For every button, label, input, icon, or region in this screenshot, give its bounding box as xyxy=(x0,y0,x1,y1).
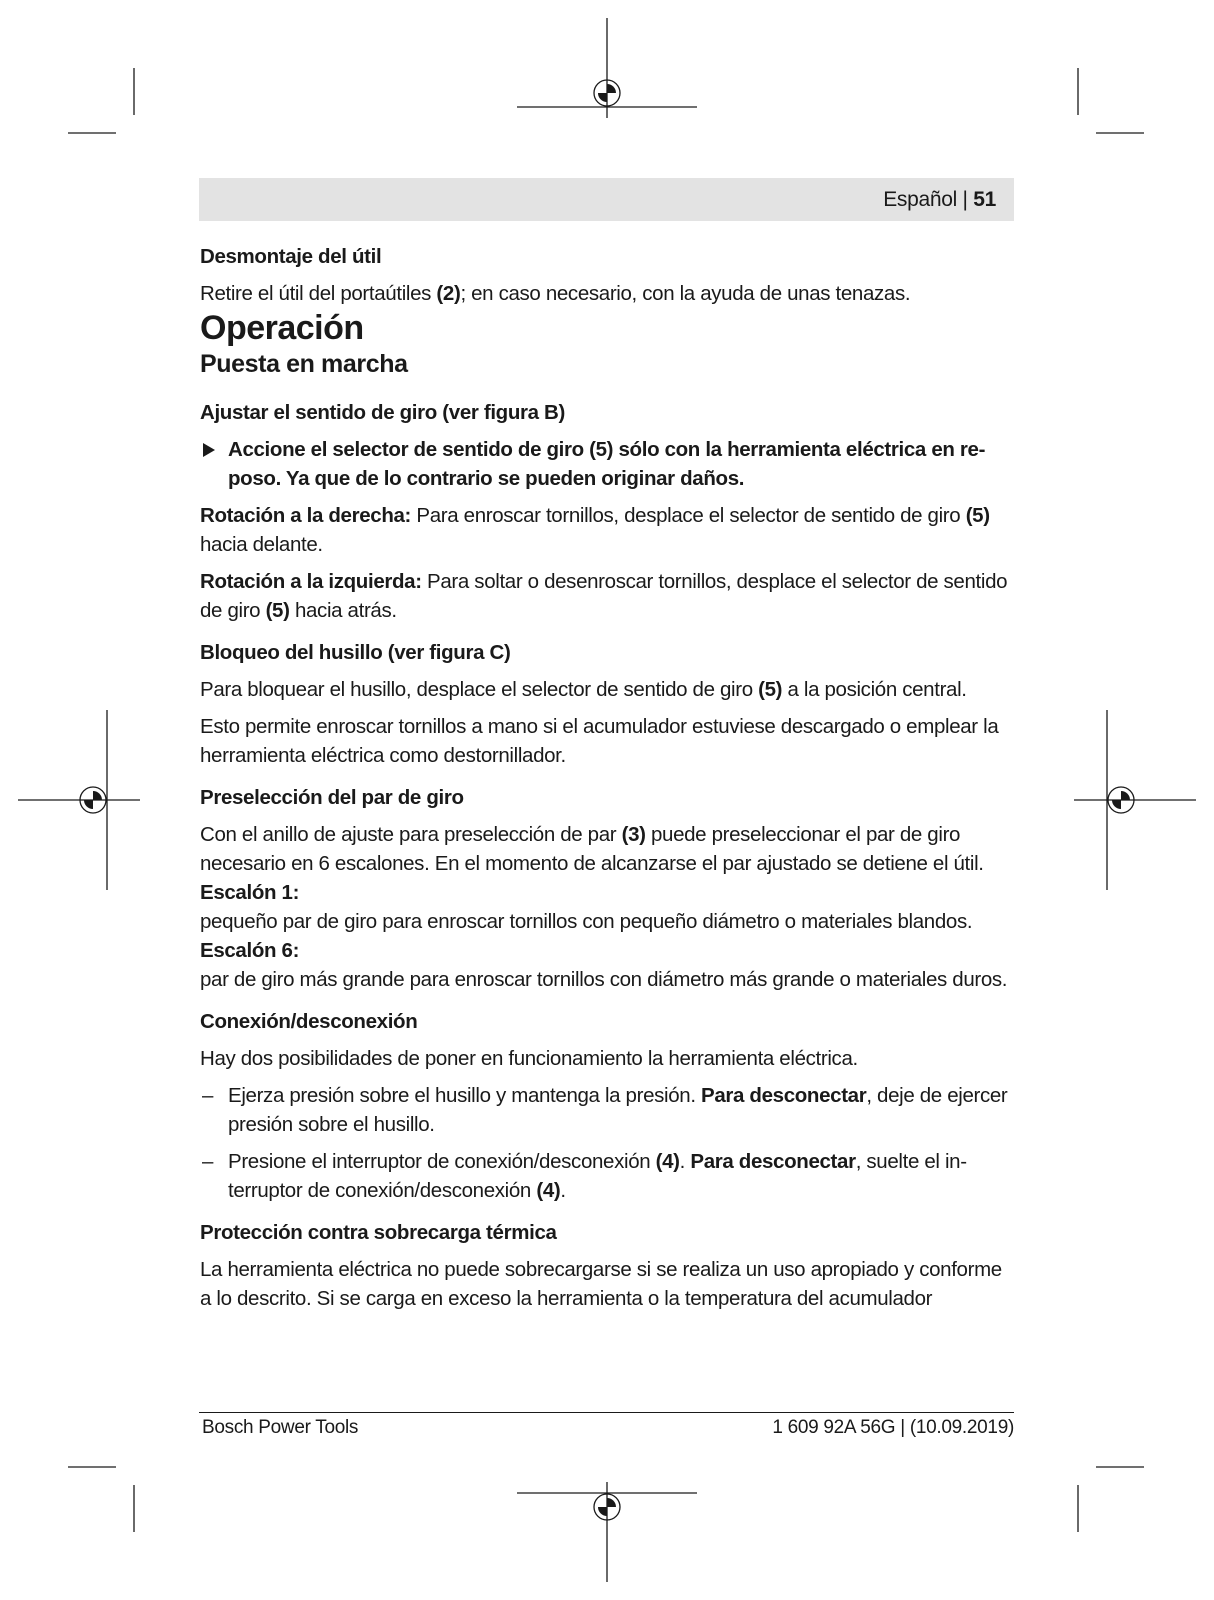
heading-dismount: Desmontaje del útil xyxy=(200,245,382,268)
dash-marker: – xyxy=(202,1150,214,1173)
text-run: ; en caso necesario, con la ayuda de unas tenazas. xyxy=(460,282,911,305)
ref-number: (2) xyxy=(436,282,461,305)
text-run: puede preseleccionar el par de giro necesario en 6 escalones. En el momento de alcanzarse el par ajustado se detiene el útil. xyxy=(200,823,984,875)
text-run: . xyxy=(679,1150,691,1173)
label-rotation-left: Rotación a la izquierda: xyxy=(200,570,422,593)
page-header xyxy=(199,178,1014,221)
heading-startup: Puesta en marcha xyxy=(200,350,408,378)
label-step-6: Escalón 6: xyxy=(200,939,300,962)
page-number: 51 xyxy=(973,188,996,211)
dash-marker: – xyxy=(202,1084,214,1107)
heading-onoff: Conexión/desconexión xyxy=(200,1010,418,1033)
footer-brand: Bosch Power Tools xyxy=(202,1417,359,1438)
text-run: hacia delante. xyxy=(200,533,323,556)
text-step-6: par de giro más grande para enroscar tornillos con diámetro más grande o materiales duros. xyxy=(200,968,1008,991)
paragraph-rotation-right xyxy=(200,501,1014,559)
paragraph-onoff-intro: Hay dos posibilidades de poner en funcionamiento la herramienta eléctrica. xyxy=(200,1047,858,1070)
footer-divider xyxy=(199,1412,1014,1413)
heading-thermal: Protección contra sobrecarga térmica xyxy=(200,1221,557,1244)
label-step-1: Escalón 1: xyxy=(200,881,300,904)
ref-number: (5) xyxy=(965,504,990,527)
heading-rotation: Ajustar el sentido de giro (ver figura B) xyxy=(200,401,565,424)
paragraph-rotation-left xyxy=(200,567,1014,625)
text-run: Con el anillo de ajuste para preselección de par xyxy=(200,823,622,846)
ref-number: (3) xyxy=(621,823,646,846)
warning-note xyxy=(200,435,1014,493)
paragraph-torque xyxy=(200,820,1014,878)
text-run: Retire el útil del portaútiles xyxy=(200,282,437,305)
ref-number: (4) xyxy=(536,1179,561,1202)
footer-doc-id: 1 609 92A 56G | (10.09.2019) xyxy=(772,1417,1014,1438)
text-run: , deje de ejercer presión sobre el husillo. xyxy=(228,1084,1008,1136)
heading-operation: Operación xyxy=(200,309,364,347)
text-run: Para enroscar tornillos, desplace el selector de sentido de giro xyxy=(411,504,966,527)
heading-torque: Preselección del par de giro xyxy=(200,786,464,809)
paragraph-thermal: La herramienta eléctrica no puede sobrecargarse si se realiza un uso apropiado y conforme a lo descrito. Si se carga en exceso la herramienta o la temperatura del acumulador xyxy=(200,1258,1002,1310)
text-run: hacia atrás. xyxy=(289,599,397,622)
text-run: Presione el interruptor de conexión/desconexión xyxy=(228,1150,656,1173)
warning-triangle-icon xyxy=(203,443,215,457)
header-separator: | xyxy=(962,188,968,211)
page-body xyxy=(200,242,1014,1313)
list-item xyxy=(200,1081,1014,1139)
label-rotation-right: Rotación a la derecha: xyxy=(200,504,412,527)
paragraph-spindle-lock-2: Esto permite enroscar tornillos a mano si el acumulador estuviese descargado o emplear la herramienta eléctrica como destornillador. xyxy=(200,715,999,767)
header-language: Español xyxy=(883,188,957,211)
list-item xyxy=(200,1147,1014,1205)
paragraph-dismount xyxy=(200,279,1014,308)
text-run: Para soltar o desenroscar tornillos, desplace el selector de sentido de giro xyxy=(200,570,1008,622)
text-run: Ejerza presión sobre el husillo y mantenga la presión. xyxy=(228,1084,702,1107)
ref-number: (5) xyxy=(265,599,290,622)
ref-number: (5) xyxy=(758,678,783,701)
text-run: . xyxy=(560,1179,566,1202)
text-run: a la posición central. xyxy=(782,678,967,701)
text-run: , suelte el interruptor de conexión/desconexión xyxy=(228,1150,968,1202)
paragraph-spindle-lock-1 xyxy=(200,675,1014,704)
warning-text: Accione el selector de sentido de giro (5) sólo con la herramienta eléctrica en reposo. Ya que de lo contrario se pueden originar daños. xyxy=(228,438,986,490)
ref-number: (4) xyxy=(655,1150,680,1173)
heading-spindle-lock: Bloqueo del husillo (ver figura C) xyxy=(200,641,511,664)
bold-text: Para desconectar xyxy=(690,1150,856,1173)
bold-text: Para desconectar xyxy=(701,1084,867,1107)
text-run: Para bloquear el husillo, desplace el selector de sentido de giro xyxy=(200,678,759,701)
text-step-1: pequeño par de giro para enroscar tornillos con pequeño diámetro o materiales blandos. xyxy=(200,910,973,933)
running-header xyxy=(883,188,996,212)
